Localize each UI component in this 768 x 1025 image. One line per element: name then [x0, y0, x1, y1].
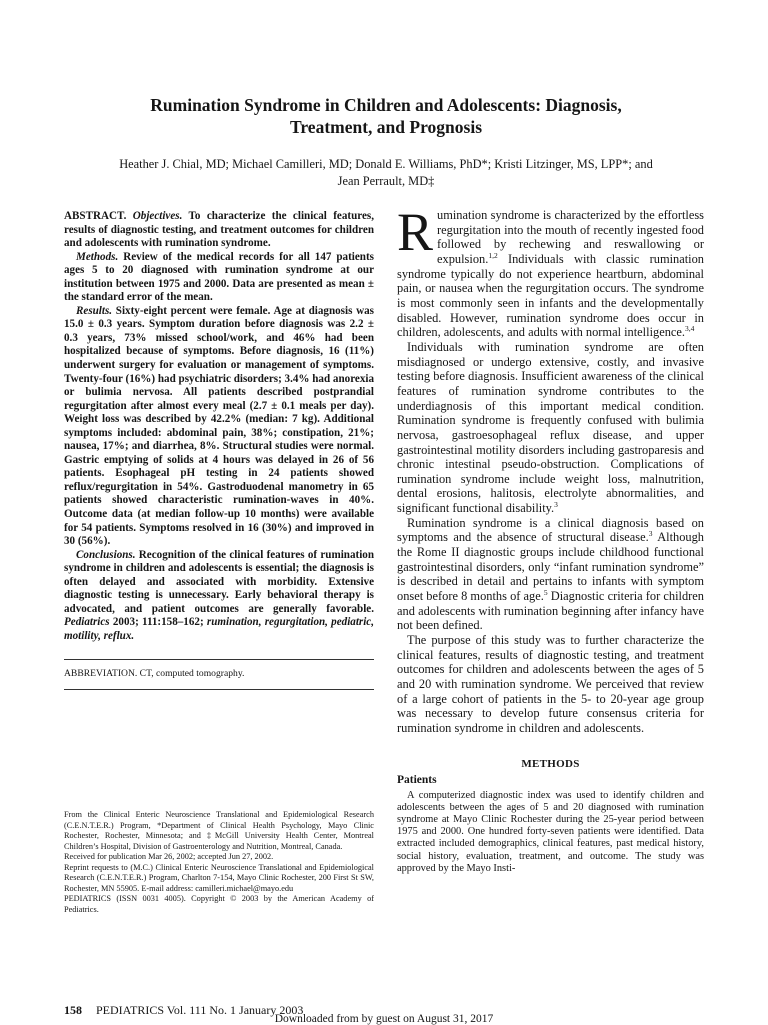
article-title: [64, 94, 708, 138]
abstract-methods: [64, 251, 374, 305]
abstract: [64, 210, 374, 644]
ref-marker: 3,4: [685, 324, 695, 334]
title-line-1: Rumination Syndrome in Children and Adolescents: Diagnosis,: [150, 95, 622, 115]
intro-paragraph-4: The purpose of this study was to further characterize the clinical features, results of diagnostic testing, and treatment outcomes for children and adolescents between the ages of 5 and 20 with rumination syndrome. We perceived that review of a large cohort of patients in the 5- to 20-year age group was necessary to develop future consensus criteria for rumination syndrome in children and adolescents.: [397, 633, 704, 735]
left-column: [64, 210, 374, 690]
footnote-received: Received for publication Mar 26, 2002; accepted Jun 27, 2002.: [64, 852, 274, 861]
abstract-label: ABSTRACT.: [64, 210, 127, 222]
methods-label: Methods.: [76, 250, 119, 263]
conclusions-label: Conclusions.: [76, 548, 136, 561]
intro-paragraph-2: [397, 340, 704, 516]
citation-journal: Pediatrics: [64, 616, 110, 629]
intro-p3-text-b: Although the Rome II diagnostic groups include childhood functional gastrointestinal disorders, only “infant rumination syndrome” is described in detail and pertains to infants with symptom onset before 8 months of age.: [397, 530, 704, 604]
keywords: rumination, regurgitation, pediatric, motility, reflux.: [64, 616, 375, 642]
drop-cap: R: [397, 202, 434, 262]
ref-marker: 5: [543, 587, 548, 597]
abstract-divider: [64, 659, 374, 660]
authors-line-1: Heather J. Chial, MD; Michael Camilleri, MD; Donald E. Williams, PhD*; Kristi Litzinger, MS, LPP*; and: [119, 157, 653, 171]
footnote-copyright: PEDIATRICS (ISSN 0031 4005). Copyright © 2003 by the American Academy of Pediatrics.: [64, 894, 374, 914]
intro-p1-text-b: Individuals with classic rumination syndrome typically do not experience heartburn, abdominal pain, or nausea when the regurgitation occurs. The syndrome is most commonly seen in infants and the developmentally disabled. However, rumination syndrome does occur in children, adolescents, and adults with normal intelligence.: [397, 251, 704, 340]
methods-text: Review of the medical records for all 147 patients ages 5 to 20 diagnosed with rumination syndrome at our institution between 1975 and 2000. Data are presented as mean ± the standard error of the mean.: [64, 250, 374, 304]
abbreviation-divider: [64, 689, 374, 690]
download-notice: Downloaded from by guest on August 31, 2017: [274, 1013, 494, 1025]
ref-marker: 3: [648, 529, 653, 539]
intro-p3-text-c: Diagnostic criteria for children and adolescents with rumination beginning after infancy have not been defined.: [397, 589, 704, 633]
intro-paragraph-1: [397, 202, 704, 340]
intro-p2-text: Individuals with rumination syndrome are often misdiagnosed or undergo extensive, costly, and invasive testing before diagnosis. Insufficient awareness of the clinical features of rumination syndrome contributes to the underdiagnosis of this important medical condition. Rumination syndrome is frequently confused with bulimia nervosa, gastroesophageal reflux disease, and upper gastrointestinal motility disorders including gastroparesis and chronic intestinal pseudo-obstruction. Complications of rumination syndrome include weight loss, malnutrition, dental erosions, halitosis, electrolyte abnormalities, and significant functional disability.: [397, 339, 704, 516]
abstract-conclusions: [64, 549, 374, 644]
patients-subheading: Patients: [397, 773, 437, 786]
abstract-objectives: [64, 210, 374, 251]
intro-paragraph-3: [397, 516, 704, 633]
ref-marker: 1,2: [488, 250, 498, 260]
footnote-reprints: Reprint requests to (M.C.) Clinical Enteric Neuroscience Translational and Epidemiological Research (C.E.N.T.E.R.) Program, Charlton 7-154, Mayo Clinic Rochester, 200 First St SW, Rochester, MN 55905. E-mail address: camilleri.michael@mayo.edu: [64, 862, 374, 893]
journal-issue: PEDIATRICS Vol. 111 No. 1 January 2003: [96, 1003, 304, 1017]
results-text: Sixty-eight percent were female. Age at diagnosis was 15.0 ± 0.3 years. Symptom duration before diagnosis was 2.2 ± 0.3 years, 73% missed school/work, and 46% had been hospitalized because of symptoms. Before diagnosis, 16 (11%) underwent surgery for evaluation or management of symptoms. Twenty-four (16%) had psychiatric disorders; 3.4% had anorexia or bulimia nervosa. All patients described postprandial regurgitation after almost every meal (2.7 ± 0.1 meals per day). Weight loss was described by 42.2% (median: 7 kg). Additional symptoms included: abdominal pain, 38%; constipation, 21%; nausea, 17%; and diarrhea, 8%. Structural studies were normal. Gastric emptying of solids at 4 hours was delayed in 26 of 56 patients. Esophageal pH testing in 24 patients showed reflux/regurgitation in 54%. Gastroduodenal manometry in 65 patients showed characteristic rumination-waves in 40%. Outcome data (at median follow-up 10 months) were available for 54 patients. Symptoms resolved in 16 (30%) and improved in 30 (56%).: [64, 304, 375, 548]
title-line-2: Treatment, and Prognosis: [289, 117, 483, 137]
footnote-affiliation: From the Clinical Enteric Neuroscience Translational and Epidemiological Research (C.E.N.T.E.R.) Program, *Department of Clinical Health Psychology, Mayo Clinic Rochester, Rochester, Minnesota; and ‡McGill University Health Center, Montreal Children’s Hospital, Division of Gastroenterology and Nutrition, Montreal, Canada.: [64, 810, 374, 851]
author-list: [64, 156, 708, 190]
intro-p1-text-a: umination syndrome is characterized by the effortless regurgitation into the mouth of recently ingested food followed by rechewing and reswallowing or expulsion.: [437, 208, 704, 266]
objectives-text: To characterize the clinical features, results of diagnostic testing, and treatment outcomes for children and adolescents with rumination syndrome.: [64, 210, 374, 250]
ref-marker: 3: [554, 500, 558, 509]
intro-p3-text-a: Rumination syndrome is a clinical diagnosis based on symptoms and the absence of structural disease.: [397, 515, 704, 545]
affiliation-footnotes: [64, 810, 374, 915]
methods-body: [397, 790, 704, 875]
objectives-label: Objectives.: [132, 210, 183, 222]
methods-paragraph: A computerized diagnostic index was used to identify children and adolescents between the ages of 5 and 20 diagnosed with rumination syndrome at Mayo Clinic Rochester during the 25-year period between 1975 and 2000. One hundred forty-seven patients were identified. Data extracted included demographics, clinical features, past medical history, social history, evaluation, treatment, and outcome. The study was approved by the Mayo Insti-: [397, 789, 704, 874]
abstract-results: [64, 305, 374, 549]
right-column: [397, 202, 704, 875]
methods-heading: METHODS: [521, 757, 580, 770]
page-number: 158: [64, 1003, 82, 1017]
conclusions-text: Recognition of the clinical features of rumination syndrome in children and adolescents is essential; the diagnosis is often delayed and associated with morbidity. Extensive diagnostic testing is unnecessary. Early behavioral therapy is advocated, and patient outcomes are generally favorable.: [64, 548, 375, 615]
citation-details: 2003; 111:158–162;: [112, 616, 204, 629]
authors-line-2: Jean Perrault, MD‡: [337, 174, 435, 188]
results-label: Results.: [76, 304, 113, 317]
abbreviation-note: ABBREVIATION. CT, computed tomography.: [64, 667, 245, 679]
introduction: [397, 202, 704, 736]
